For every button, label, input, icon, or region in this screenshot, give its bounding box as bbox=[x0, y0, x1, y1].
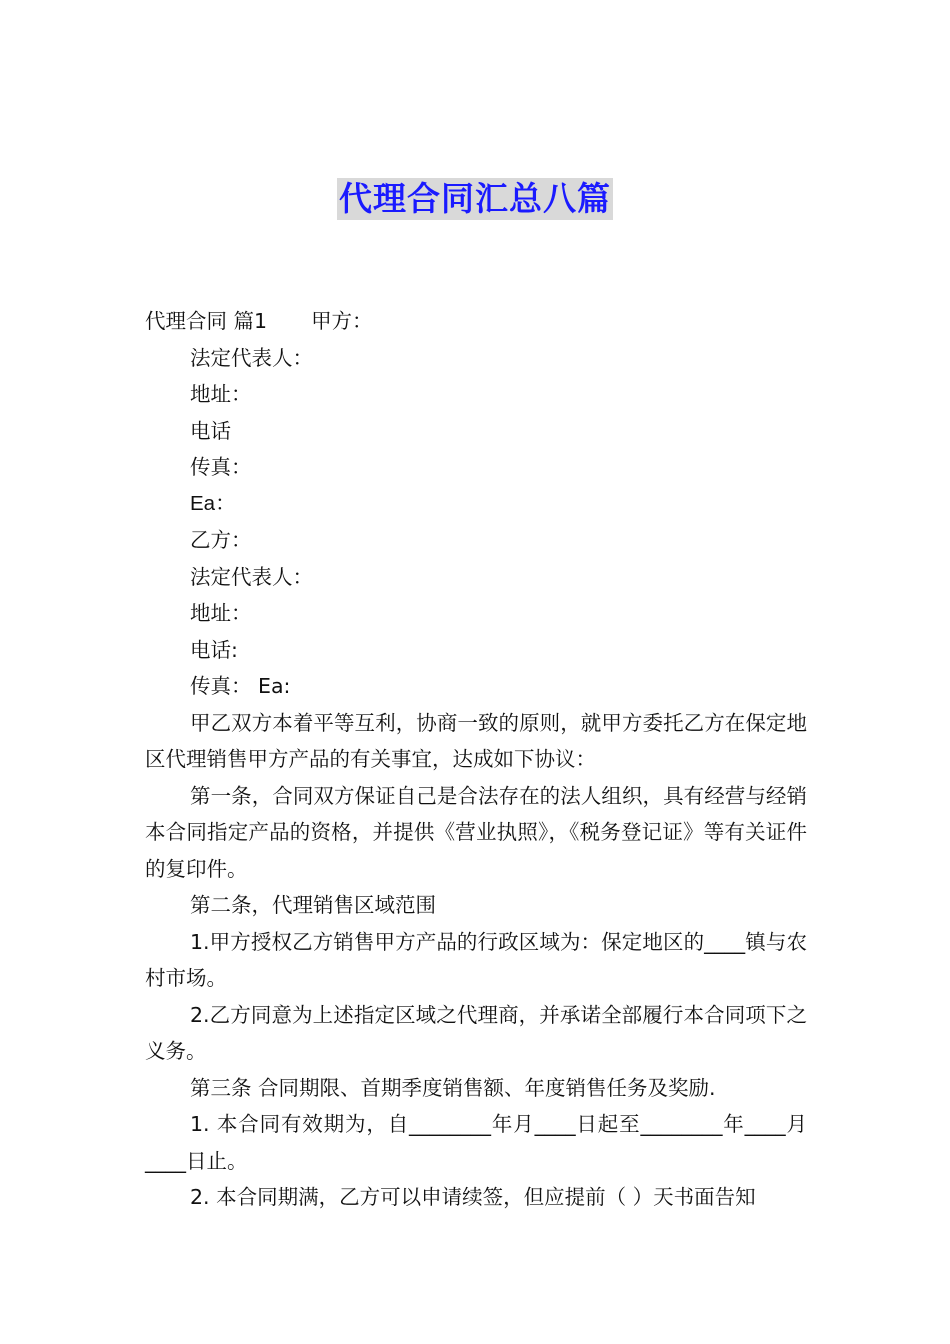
document-body bbox=[145, 303, 807, 1216]
paragraph-article-3-item-1: 1. 本合同有效期为，自________年月____日起至________年____月____日止。 bbox=[145, 1112, 807, 1173]
party-a-label: 甲方： bbox=[311, 309, 373, 333]
paragraph-article-2-item-1: 1.甲方授权乙方销售甲方产品的行政区域为：保定地区的____镇与农村市场。 bbox=[145, 929, 807, 990]
party-a-address: 地址： bbox=[190, 382, 252, 406]
paragraph-preamble: 甲乙双方本着平等互利，协商一致的原则，就甲方委托乙方在保定地区代理销售甲方产品的有关事宜，达成如下协议： bbox=[145, 710, 807, 771]
paragraph-article-2-item-2: 2.乙方同意为上述指定区域之代理商，并承诺全部履行本合同项下之义务。 bbox=[145, 1002, 807, 1063]
title-container bbox=[0, 178, 950, 220]
party-a-fax: 传真： bbox=[190, 455, 252, 479]
heading-line bbox=[145, 303, 807, 340]
party-b-address: 地址： bbox=[190, 601, 252, 625]
paragraph-article-3-item-2: 2. 本合同期满，乙方可以申请续签，但应提前（ ）天书面告知 bbox=[190, 1185, 756, 1209]
party-a-representative: 法定代表人： bbox=[190, 345, 313, 370]
paragraph-article-1: 第一条，合同双方保证自己是合法存在的法人组织，具有经营与经销本合同指定产品的资格，并提供《营业执照》，《税务登记证》等有关证件的复印件。 bbox=[145, 783, 807, 881]
section-heading: 代理合同 篇1 bbox=[145, 309, 268, 333]
party-b-phone: 电话: bbox=[190, 637, 238, 662]
party-a-email: Ea： bbox=[190, 491, 236, 515]
party-a-phone: 电话 bbox=[190, 418, 231, 443]
paragraph-article-2-heading: 第二条，代理销售区域范围 bbox=[190, 893, 436, 917]
party-b-representative: 法定代表人： bbox=[190, 564, 313, 589]
party-b-label: 乙方： bbox=[190, 528, 252, 552]
paragraph-article-3-heading: 第三条 合同期限、首期季度销售额、年度销售任务及奖励. bbox=[190, 1075, 716, 1100]
document-title: 代理合同汇总八篇 bbox=[339, 179, 611, 218]
party-b-fax-email: 传真： Ea: bbox=[190, 674, 291, 698]
